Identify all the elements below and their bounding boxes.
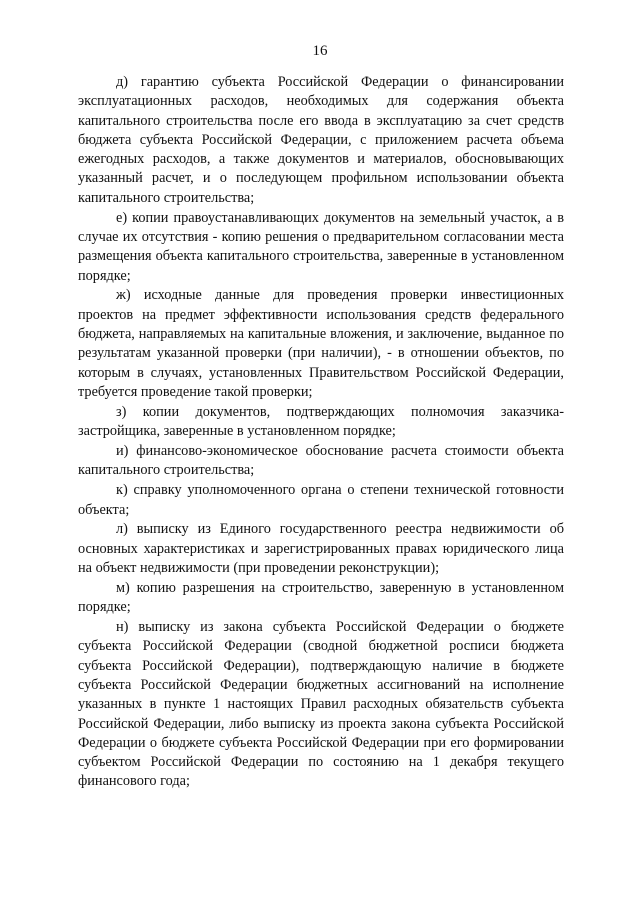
paragraph-l: л) выписку из Единого государственного реестра недвижимости об основных характеристиках и зарегистрированных правах юридического лица на объект недвижимости (при проведении реконструкции); bbox=[78, 521, 564, 576]
paragraph-m: м) копию разрешения на строительство, заверенную в установленном порядке; bbox=[78, 579, 564, 616]
paragraph-zh: ж) исходные данные для проведения проверки инвестиционных проектов на предмет эффективности использования средств федерального бюджета, направляемых на капитальные вложения, и заключение, выданное по результатам указанной проверки (при наличии), - в отношении объектов, по которым в случаях, установленных Правительством Российской Федерации, требуется проведение такой проверки; bbox=[78, 287, 564, 400]
document-body bbox=[78, 73, 564, 792]
paragraph-k: к) справку уполномоченного органа о степени технической готовности объекта; bbox=[78, 482, 564, 518]
paragraph-d: д) гарантию субъекта Российской Федерации о финансировании эксплуатационных расходов, необходимых для содержания объекта капитального строительства после его ввода в эксплуатацию за счет средств бюджета субъекта Российской Федерации, с приложением расчета объема ежегодных расходов, а также документов и материалов, обосновывающих указанный расчет, и о последующем профильном использовании объекта капитального строительства; bbox=[78, 74, 564, 206]
paragraph-z: з) копии документов, подтверждающих полномочия заказчика-застройщика, заверенные в установленном порядке; bbox=[78, 403, 564, 440]
page-number: 16 bbox=[312, 43, 328, 59]
paragraph-n: н) выписку из закона субъекта Российской Федерации о бюджете субъекта Российской Федерации (сводной бюджетной росписи бюджета субъекта Российской Федерации), подтверждающую наличие в бюджете субъекта Российской Федерации бюджетных ассигнований на исполнение указанных в пункте 1 настоящих Правил расходных обязательств субъекта Российской Федерации, либо выписку из проекта закона субъекта Российской Федерации о бюджете субъекта Российской Федерации при его формировании субъектом Российской Федерации по состоянию на 1 декабря текущего финансового года; bbox=[78, 619, 564, 790]
paragraph-e: е) копии правоустанавливающих документов на земельный участок, а в случае их отсутствия - копию решения о предварительном согласовании места размещения объекта капитального строительства, заверенные в установленном порядке; bbox=[78, 209, 564, 284]
paragraph-i: и) финансово-экономическое обоснование расчета стоимости объекта капитального строительства; bbox=[78, 443, 564, 479]
